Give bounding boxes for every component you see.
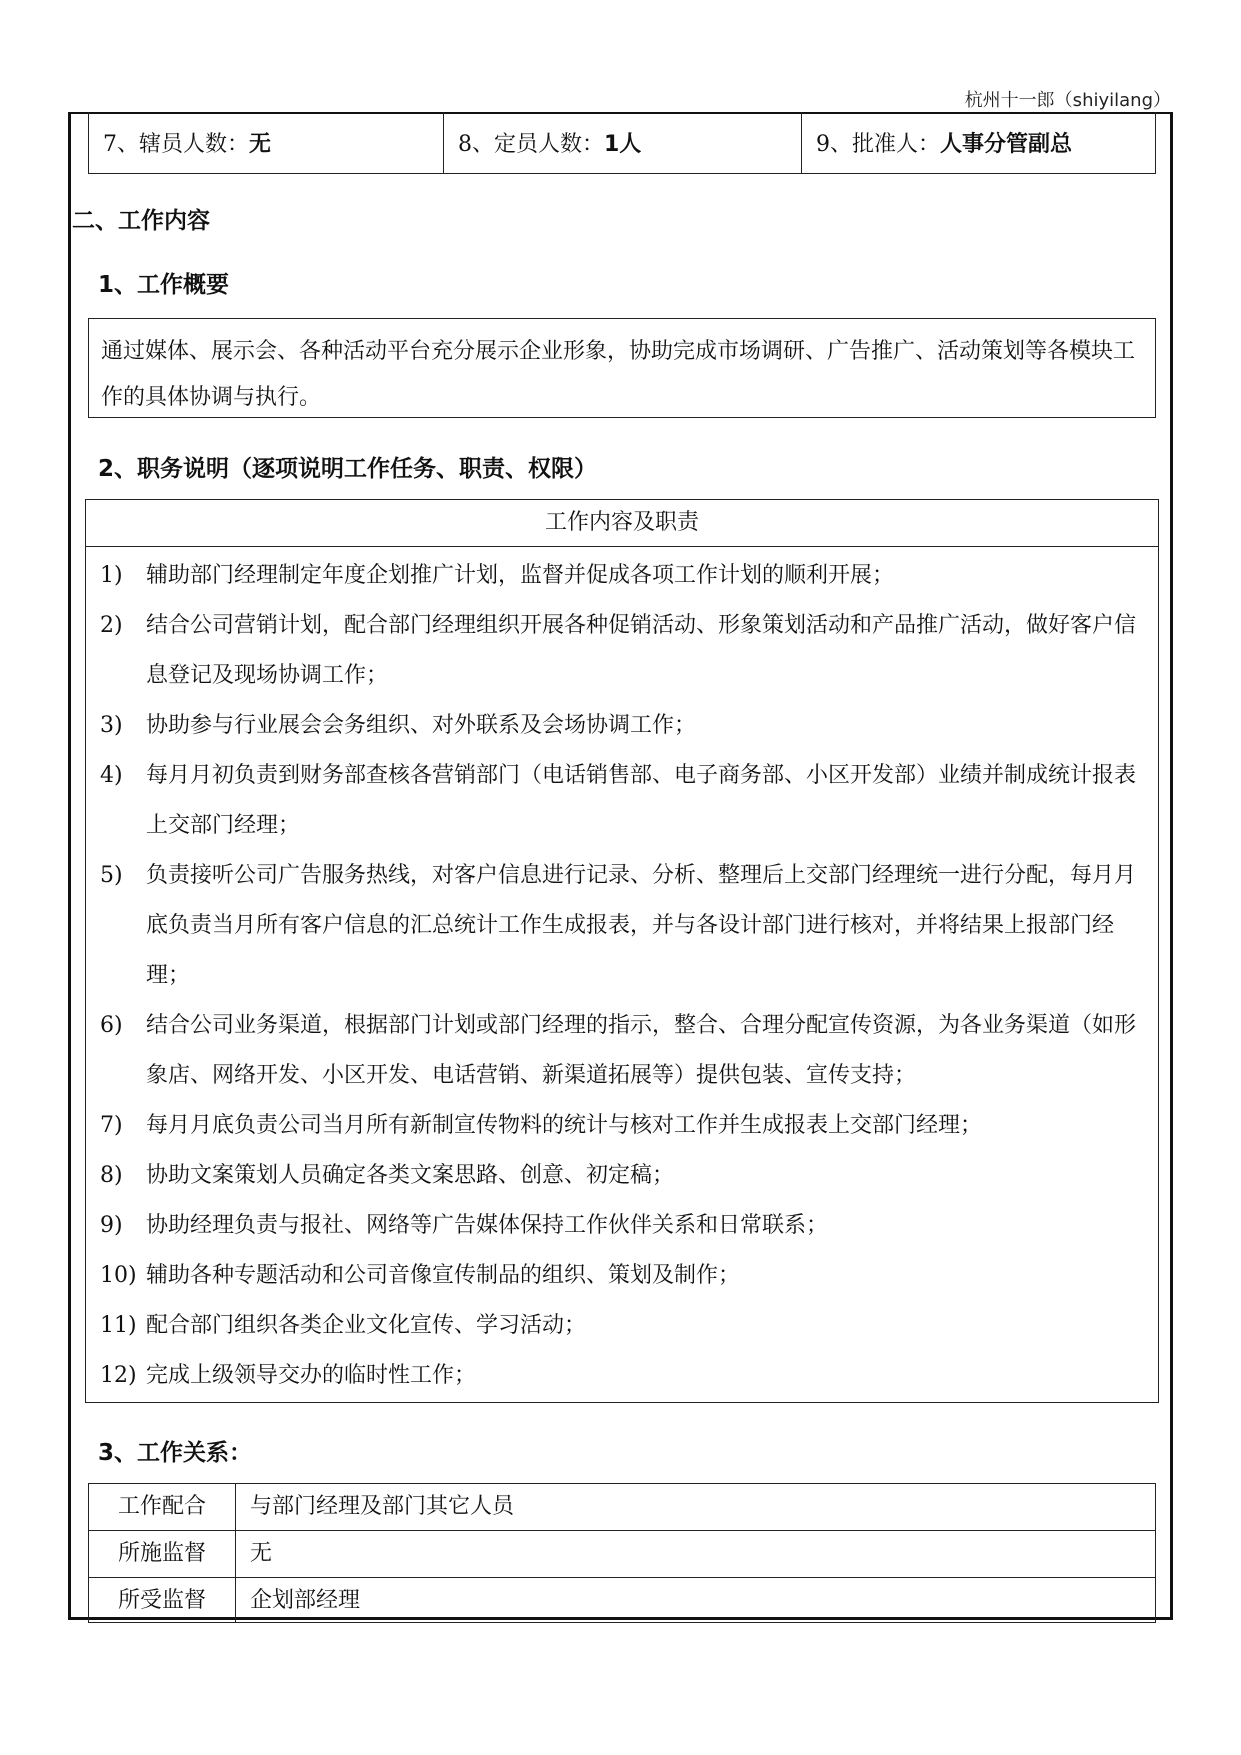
duty-item (100, 601, 1144, 701)
duty-number: 2) (100, 613, 123, 638)
relations-key: 工作配合 (89, 1484, 236, 1530)
approver-label: 9、批准人： (816, 132, 940, 157)
subordinate-count-label: 7、辖员人数： (103, 132, 249, 157)
overview-title: 1、工作概要 (98, 272, 230, 298)
section-title-work-content: 二、工作内容 (72, 208, 210, 234)
duty-text: 协助文案策划人员确定各类文案思路、创意、初定稿； (146, 1163, 675, 1188)
overview-box (88, 318, 1156, 418)
duty-number: 11) (100, 1313, 137, 1338)
duty-number: 4) (100, 763, 123, 788)
duty-text: 每月月底负责公司当月所有新制宣传物料的统计与核对工作并生成报表上交部门经理； (146, 1113, 983, 1138)
duty-number: 9) (100, 1213, 123, 1238)
duty-number: 1) (100, 563, 123, 588)
duty-text: 结合公司营销计划，配合部门经理组织开展各种促销活动、形象策划活动和产品推广活动，做好客户信息登记及现场协调工作； (146, 613, 1137, 688)
subordinate-count-value: 无 (249, 132, 272, 157)
relations-value: 与部门经理及部门其它人员 (250, 1494, 515, 1519)
relations-row (89, 1531, 1155, 1578)
relations-value: 企划部经理 (250, 1588, 361, 1613)
duty-item (100, 1351, 1144, 1401)
duty-text: 结合公司业务渠道，根据部门计划或部门经理的指示，整合、合理分配宣传资源，为各业务渠道（如形象店、网络开发、小区开发、电话营销、新渠道拓展等）提供包装、宣传支持； (146, 1013, 1137, 1088)
duty-number: 6) (100, 1013, 123, 1038)
overview-text: 通过媒体、展示会、各种活动平台充分展示企业形象，协助完成市场调研、广告推广、活动策划等各模块工作的具体协调与执行。 (101, 339, 1136, 410)
relations-row (89, 1484, 1155, 1531)
duty-text: 负责接听公司广告服务热线，对客户信息进行记录、分析、整理后上交部门经理统一进行分配，每月月底负责当月所有客户信息的汇总统计工作生成报表，并与各设计部门进行核对，并将结果上报部门经理； (146, 863, 1137, 988)
headcount-value: 1人 (604, 132, 642, 157)
duty-item (100, 701, 1144, 751)
duty-item (100, 551, 1144, 601)
duty-item (100, 1301, 1144, 1351)
duty-number: 12) (100, 1363, 137, 1388)
staffing-info-row (88, 112, 1156, 174)
headcount-cell (444, 112, 802, 173)
relations-title: 3、工作关系： (98, 1440, 253, 1466)
relations-value: 无 (250, 1541, 273, 1566)
approver-value: 人事分管副总 (940, 132, 1073, 157)
duties-title: 2、职务说明（逐项说明工作任务、职责、权限） (98, 456, 598, 482)
duty-number: 8) (100, 1163, 123, 1188)
duty-item (100, 1101, 1144, 1151)
duty-number: 3) (100, 713, 123, 738)
duty-item (100, 1251, 1144, 1301)
relations-row (89, 1578, 1155, 1623)
duty-item (100, 751, 1144, 851)
duty-item (100, 1201, 1144, 1251)
headcount-label: 8、定员人数： (458, 132, 604, 157)
duty-text: 每月月初负责到财务部查核各营销部门（电话销售部、电子商务部、小区开发部）业绩并制成统计报表上交部门经理； (146, 763, 1137, 838)
duty-text: 配合部门组织各类企业文化宣传、学习活动； (146, 1313, 587, 1338)
duty-item (100, 1151, 1144, 1201)
duty-text: 辅助部门经理制定年度企划推广计划，监督并促成各项工作计划的顺利开展； (146, 563, 895, 588)
relations-table (88, 1483, 1156, 1623)
duty-item (100, 1001, 1144, 1101)
duty-number: 7) (100, 1113, 123, 1138)
duties-table (85, 499, 1159, 1403)
approver-cell (802, 112, 1155, 173)
relations-key: 所施监督 (89, 1531, 236, 1577)
duty-text: 协助参与行业展会会务组织、对外联系及会场协调工作； (146, 713, 697, 738)
duties-table-header: 工作内容及职责 (86, 500, 1158, 547)
duty-number: 10) (100, 1263, 137, 1288)
duty-text: 辅助各种专题活动和公司音像宣传制品的组织、策划及制作； (146, 1263, 741, 1288)
duty-text: 完成上级领导交办的临时性工作； (146, 1363, 477, 1388)
duties-list (86, 547, 1158, 1401)
duty-text: 协助经理负责与报社、网络等广告媒体保持工作伙伴关系和日常联系； (146, 1213, 829, 1238)
document-header-note: 杭州十一郎（shiyilang） (964, 90, 1171, 111)
subordinate-count-cell (89, 112, 444, 173)
relations-key: 所受监督 (89, 1578, 236, 1623)
duty-number: 5) (100, 863, 123, 888)
duty-item (100, 851, 1144, 1001)
